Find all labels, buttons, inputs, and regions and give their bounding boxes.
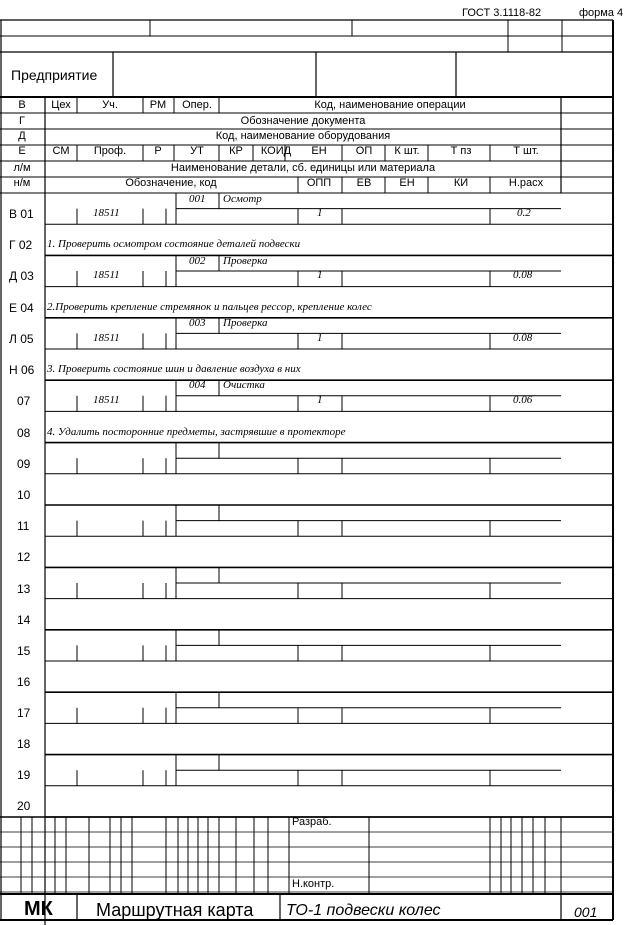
oper-name: Проверка <box>223 255 268 267</box>
col-sm: СМ <box>52 145 70 157</box>
oper-no: 004 <box>189 379 206 391</box>
row-code-g: Г <box>19 115 25 127</box>
col-ev: ЕВ <box>356 177 372 189</box>
instruction-text: 3. Проверить состояние шин и давление воздуха в них <box>47 363 301 375</box>
norm-time: 0.08 <box>513 269 533 281</box>
doc-code: МК <box>24 898 53 920</box>
row-label: 07 <box>17 394 31 408</box>
sheet-number: 001 <box>574 904 598 920</box>
row-label: 18 <box>17 737 31 751</box>
quantity: 1 <box>317 269 323 281</box>
row-label: 10 <box>17 488 31 502</box>
row-code-nm: н/м <box>13 177 31 189</box>
row-code-e: Е <box>18 145 26 157</box>
oper-name: Осмотр <box>223 193 262 205</box>
oper-no: 001 <box>189 193 206 205</box>
col-rm: РМ <box>149 99 167 111</box>
row-label: 17 <box>17 706 31 720</box>
col-equipment: Код, наименование оборудования <box>215 130 391 142</box>
row-label: Г 02 <box>9 238 33 252</box>
profession-code: 18511 <box>93 332 120 344</box>
norm-time: 0.06 <box>513 394 533 406</box>
col-t-sht: Т шт. <box>513 145 539 157</box>
col-oper: Опер. <box>182 99 212 111</box>
row-label: Д 03 <box>9 269 34 283</box>
oper-name: Очистка <box>223 379 265 391</box>
oper-no: 002 <box>189 255 206 267</box>
row-label: 16 <box>17 675 31 689</box>
col-detail-name: Наименование детали, сб. единицы или материала <box>170 162 436 174</box>
row-label: Н 06 <box>9 363 35 377</box>
doc-type: Маршрутная карта <box>96 900 254 920</box>
doc-title: ТО-1 подвески колес <box>286 902 441 919</box>
quantity: 1 <box>317 207 323 219</box>
col-ut: УТ <box>190 145 204 157</box>
row-label: В 01 <box>9 207 34 221</box>
instruction-text: 1. Проверить осмотром состояние деталей подвески <box>47 238 301 250</box>
row-label: 11 <box>17 519 30 533</box>
row-label: 12 <box>17 550 31 564</box>
norm-control-label: Н.контр. <box>292 878 335 890</box>
row-label: 14 <box>17 613 31 627</box>
col-k-sht: К шт. <box>394 145 420 157</box>
oper-name: Проверка <box>223 317 268 329</box>
row-code-v: В <box>18 99 26 111</box>
col-t-pz: Т пз <box>450 145 472 157</box>
norm-time: 0.08 <box>513 332 533 344</box>
col-n-rash: Н.расх <box>508 177 544 189</box>
row-label: 20 <box>17 799 31 813</box>
quantity: 1 <box>317 332 323 344</box>
col-opp: ОПП <box>306 177 332 189</box>
col-code: Обозначение, код <box>125 177 217 189</box>
col-operation-name: Код, наименование операции <box>314 99 466 111</box>
developed-label: Разраб. <box>292 816 332 828</box>
row-label: 15 <box>17 644 31 658</box>
col-en: ЕН <box>311 145 327 157</box>
profession-code: 18511 <box>93 269 120 281</box>
col-ki: КИ <box>453 177 469 189</box>
norm-time: 0.2 <box>517 207 531 219</box>
row-label: 09 <box>17 457 31 471</box>
standard-label: ГОСТ 3.1118-82 <box>462 7 542 19</box>
profession-code: 18511 <box>93 207 120 219</box>
enterprise-label: Предприятие <box>11 67 98 83</box>
col-r: Р <box>154 145 162 157</box>
col-koid: КОИД <box>260 145 292 157</box>
row-code-lm: л/м <box>13 162 31 174</box>
col-tsekh: Цех <box>51 99 71 111</box>
row-label: 13 <box>17 582 31 596</box>
quantity: 1 <box>317 394 323 406</box>
instruction-text: 2.Проверить крепление стремянок и пальцев рессор, крепление колес <box>47 301 372 313</box>
col-kr: КР <box>229 145 243 157</box>
form-label: форма 4 <box>579 7 624 19</box>
instruction-text: 4. Удалить посторонние предметы, застрявшие в протекторе <box>47 426 346 438</box>
col-en-2: ЕН <box>399 177 415 189</box>
col-uch: Уч. <box>102 99 118 111</box>
col-document: Обозначение документа <box>240 115 366 127</box>
row-label: 19 <box>17 768 31 782</box>
profession-code: 18511 <box>93 394 120 406</box>
oper-no: 003 <box>189 317 206 329</box>
row-code-d: Д <box>18 130 26 142</box>
row-label: Е 04 <box>9 301 34 315</box>
row-label: 08 <box>17 426 31 440</box>
col-prof: Проф. <box>93 145 127 157</box>
col-op: ОП <box>355 145 373 157</box>
row-label: Л 05 <box>9 332 34 346</box>
